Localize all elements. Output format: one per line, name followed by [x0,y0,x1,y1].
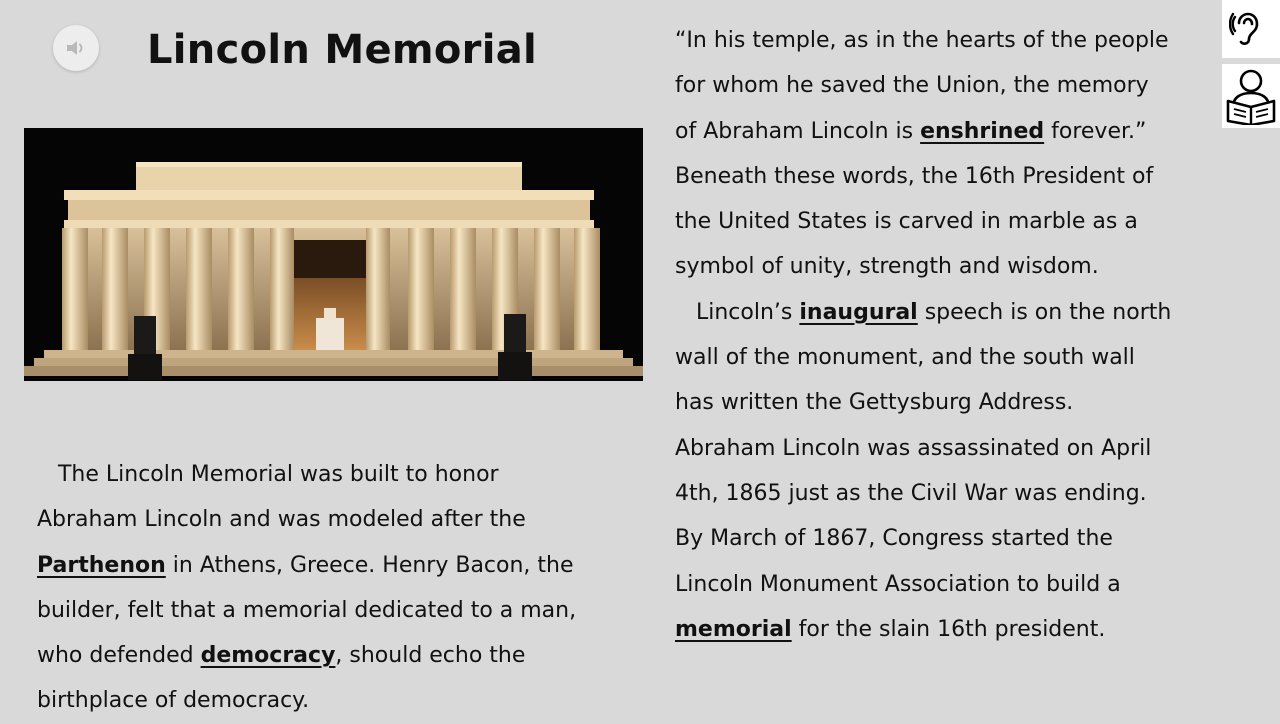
intro-paragraph [37,452,637,724]
text-line: Parthenon in Athens, Greece. Henry Bacon, the [37,552,574,578]
lincoln-memorial-photo [24,128,643,381]
text-line: symbol of unity, strength and wisdom. [675,254,1099,280]
vocab-word-enshrined[interactable]: enshrined [920,118,1045,144]
vocab-word-parthenon[interactable]: Parthenon [37,552,166,578]
read-tool-button[interactable] [1222,64,1280,128]
text-line: 4th, 1865 just as the Civil War was ending. [675,480,1147,506]
audio-play-button[interactable] [53,25,99,71]
vocab-word-democracy[interactable]: democracy [200,643,336,669]
text-line: of Abraham Lincoln is enshrined forever.” [675,118,1147,144]
page-title: Lincoln Memorial [147,27,538,73]
text-line: Beneath these words, the 16th President of [675,163,1154,189]
text-line: who defended democracy, should echo the [37,643,526,669]
text-line: Abraham Lincoln was assassinated on April [675,435,1152,461]
text-line: birthplace of democracy. [37,688,310,714]
speaker-icon [64,38,88,58]
text-line: Lincoln’s inaugural speech is on the north [695,299,1172,325]
ear-listen-icon [1229,7,1273,51]
vocab-word-inaugural[interactable]: inaugural [799,299,918,325]
text-line: Abraham Lincoln and was modeled after the [37,507,526,533]
vocab-word-memorial[interactable]: memorial [675,616,792,642]
text-line: wall of the monument, and the south wall [675,345,1135,371]
quote-paragraph [675,18,1220,652]
text-line: By March of 1867, Congress started the [675,526,1113,552]
text-line: “In his temple, as in the hearts of the people [675,28,1169,53]
text-line: memorial for the slain 16th president. [675,616,1106,642]
text-line: the United States is carved in marble as a [675,209,1138,235]
text-line: has written the Gettysburg Address. [675,390,1074,416]
text-line: for whom he saved the Union, the memory [675,73,1149,99]
listen-tool-button[interactable] [1222,0,1280,58]
person-reading-book-icon [1224,67,1278,125]
text-line: The Lincoln Memorial was built to honor [57,462,499,487]
text-line: builder, felt that a memorial dedicated to a man, [37,597,577,623]
text-line: Lincoln Monument Association to build a [675,571,1121,597]
